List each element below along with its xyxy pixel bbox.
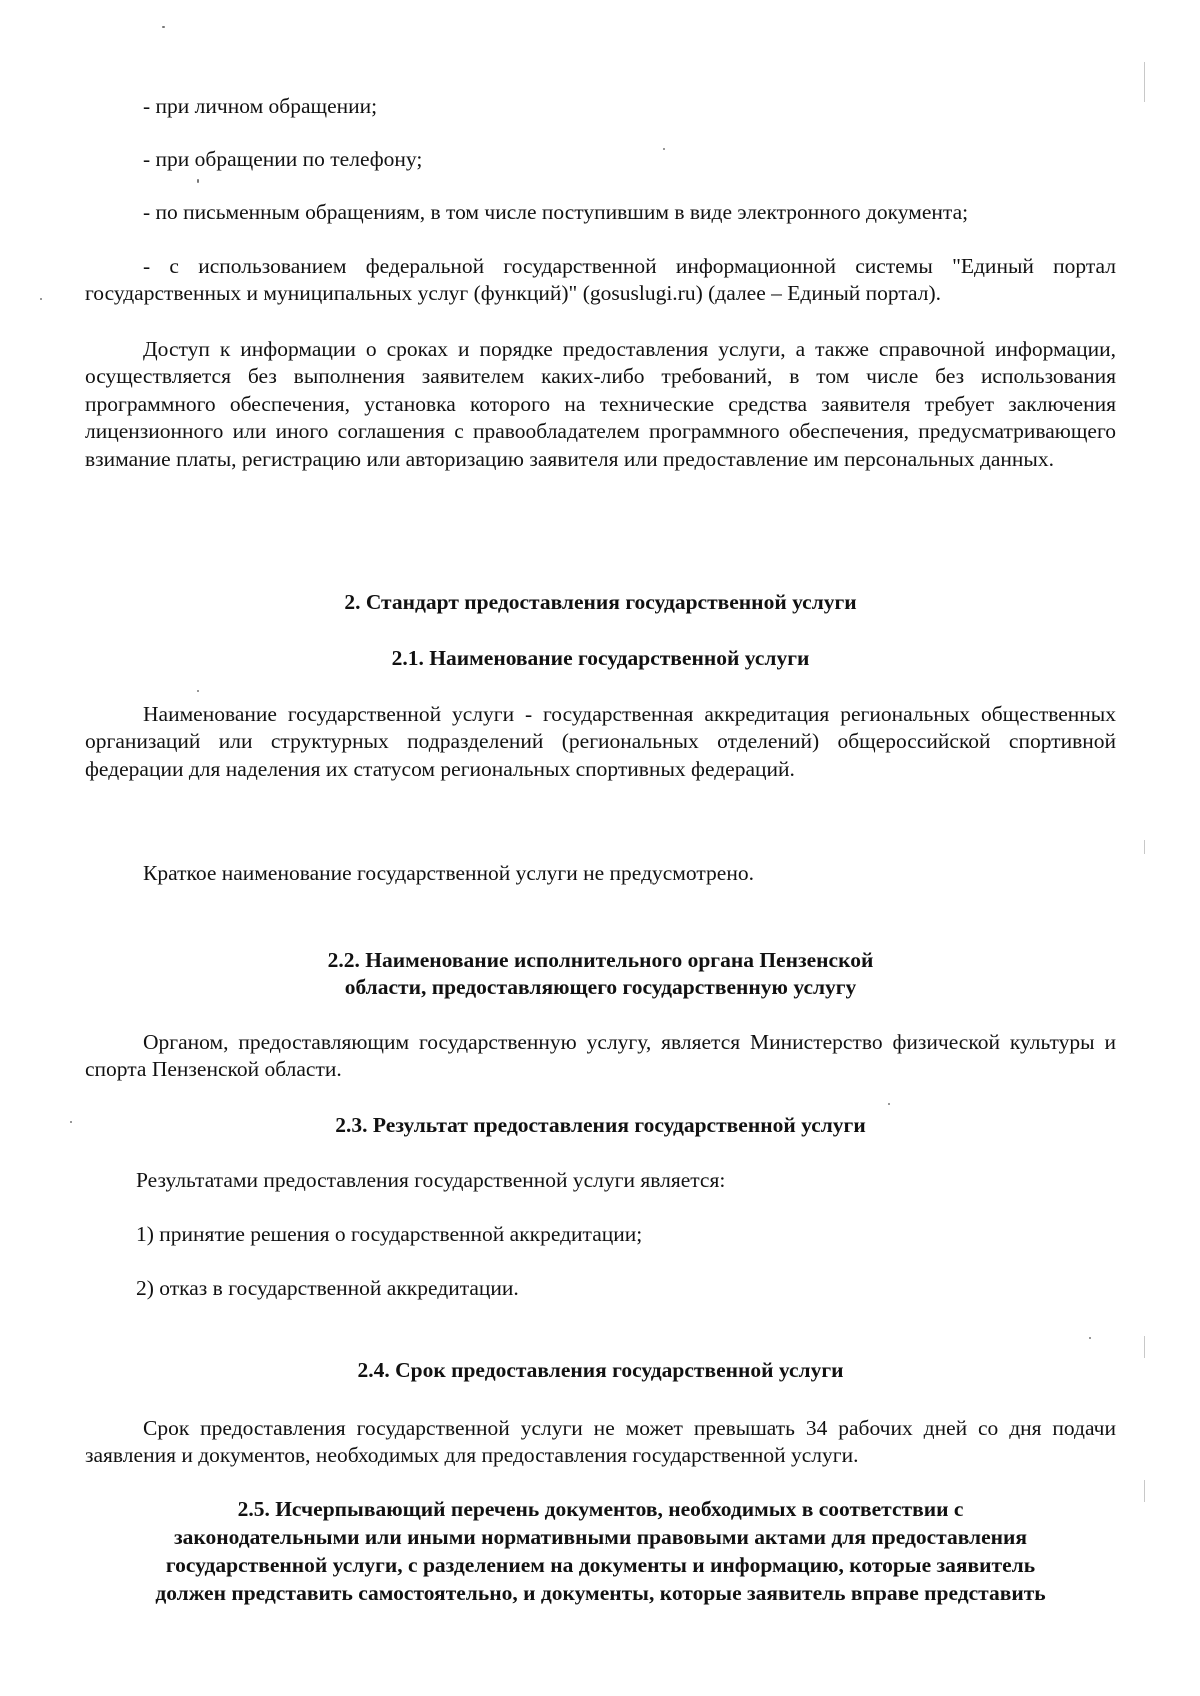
section-2-1-heading: 2.1. Наименование государственной услуги	[391, 646, 810, 670]
bullet-item: - при личном обращении;	[143, 94, 378, 118]
section-2-4-paragraph: Срок предоставления государственной услуги не может превышать 34 рабочих дней со дня подачи заявления и документов, необходимых для предоставления государственной услуги.	[85, 1416, 1116, 1468]
section-2-2-paragraph: Органом, предоставляющим государственную услугу, является Министерство физической культуры и спорта Пензенской области.	[85, 1030, 1116, 1082]
scan-speck	[197, 179, 199, 183]
section-2-5-heading-line1: 2.5. Исчерпывающий перечень документов, необходимых в соответствии с	[237, 1497, 964, 1521]
section-2-4-heading: 2.4. Срок предоставления государственной услуги	[357, 1358, 844, 1382]
scan-edge-mark	[1144, 1336, 1145, 1358]
scan-speck	[162, 26, 165, 28]
scan-edge-mark	[1144, 62, 1145, 102]
section-2-1-paragraph: Наименование государственной услуги - государственная аккредитация региональных общественных организаций или структурных подразделений (региональных отделений) общероссийской спортивной федерации для наделения их статусом региональных спортивных федераций.	[85, 702, 1116, 781]
section-2-1-short-name: Краткое наименование государственной услуги не предусмотрено.	[143, 861, 754, 885]
section-2-3-intro: Результатами предоставления государственной услуги является:	[136, 1168, 726, 1192]
section-2-heading: 2. Стандарт предоставления государственной услуги	[344, 590, 857, 614]
scan-speck	[40, 298, 42, 300]
bullet-item: - при обращении по телефону;	[143, 147, 423, 171]
section-2-5-heading-line2: законодательными или иными нормативными правовыми актами для предоставления	[173, 1525, 1028, 1549]
result-item: 1) принятие решения о государственной аккредитации;	[136, 1222, 643, 1246]
result-item: 2) отказ в государственной аккредитации.	[136, 1276, 519, 1300]
scan-speck	[197, 690, 199, 692]
scan-speck	[70, 1121, 72, 1123]
bullet-item: - по письменным обращениям, в том числе поступившим в виде электронного документа;	[143, 200, 969, 224]
scan-speck	[1089, 1337, 1091, 1339]
section-2-5-heading-line4: должен представить самостоятельно, и документы, которые заявитель вправе представить	[155, 1581, 1046, 1605]
section-2-2-heading-line2: области, предоставляющего государственную услугу	[344, 975, 857, 999]
section-2-3-heading: 2.3. Результат предоставления государственной услуги	[335, 1113, 866, 1137]
scan-speck	[888, 1103, 890, 1105]
scan-speck	[663, 148, 665, 150]
section-2-5-heading-line3: государственной услуги, с разделением на документы и информацию, которые заявитель	[165, 1553, 1036, 1577]
portal-paragraph: - с использованием федеральной государственной информационной системы "Единый портал государственных и муниципальных услуг (функций)" (gosuslugi.ru) (далее – Единый портал).	[85, 254, 1116, 306]
section-2-2-heading-line1: 2.2. Наименование исполнительного органа Пензенской	[327, 948, 874, 972]
access-paragraph: Доступ к информации о сроках и порядке предоставления услуги, а также справочной информации, осуществляется без выполнения заявителем каких-либо требований, в том числе без использования программного обеспечения, установка которого на технические средства заявителя требует заключения лицензионного или иного соглашения с правообладателем программного обеспечения, предусматривающего взимание платы, регистрацию или авторизацию заявителя или предоставление им персональных данных.	[85, 337, 1116, 471]
scan-edge-mark	[1144, 1480, 1145, 1502]
scan-edge-mark	[1144, 840, 1145, 854]
